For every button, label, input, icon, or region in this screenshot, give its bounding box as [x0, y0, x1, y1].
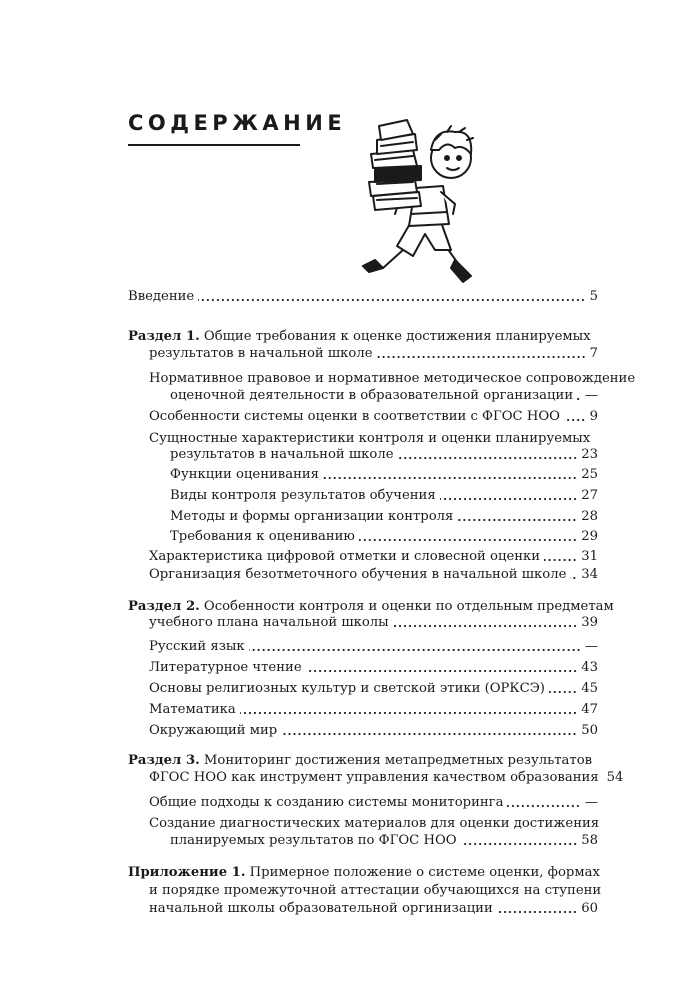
- toc-entry-line: и порядке промежуточной аттестации обучающихся на ступени: [149, 883, 602, 898]
- toc-entry-title: Функции оценивания: [170, 467, 319, 482]
- page-number: 54: [606, 770, 624, 785]
- section-title-line: Особенности контроля и оценки по отдельным предметам: [203, 599, 614, 614]
- toc-entry-monitoring-approaches[interactable]: [149, 794, 598, 811]
- section-label: Раздел 1.: [128, 329, 200, 344]
- page-number: 43: [581, 660, 598, 675]
- page-number: —: [584, 795, 598, 810]
- toc-entry-title: результатов в начальной школе: [170, 447, 394, 462]
- toc-entry-title: Введение: [128, 289, 195, 304]
- title-underline: [128, 144, 300, 146]
- dot-leader: [507, 805, 580, 807]
- page-number: 45: [581, 681, 598, 696]
- appendix-title-line: Примерное положение о системе оценки, формах: [249, 865, 600, 880]
- toc-entry-section-3[interactable]: [149, 769, 624, 786]
- section-title-line: Мониторинг достижения метапредметных результатов: [203, 753, 593, 768]
- toc-entry-title: Основы религиозных культур и светской этики (ОРКСЭ): [149, 681, 545, 696]
- toc-entry-evaluation-requirements[interactable]: [170, 528, 598, 545]
- toc-entry-title: Организация безотметочного обучения в начальной школе: [149, 567, 567, 582]
- toc-entry-line: Нормативное правовое и нормативное методическое сопровождение: [149, 371, 636, 386]
- dot-leader: [549, 691, 577, 693]
- section-title-line: Общие требования к оценке достижения планируемых: [203, 329, 591, 344]
- toc-entry-evaluation-functions[interactable]: [170, 466, 598, 483]
- dot-leader: [281, 733, 577, 735]
- toc-entry-title: Общие подходы к созданию системы мониторинга: [149, 795, 504, 810]
- section-label: Раздел 3.: [128, 753, 200, 768]
- toc-entry-diagnostic-materials[interactable]: [170, 832, 598, 849]
- page-number: 60: [581, 901, 598, 916]
- toc-entry-title: Методы и формы организации контроля: [170, 509, 454, 524]
- dot-leader: [198, 299, 585, 301]
- toc-appendix-1-heading: [128, 864, 600, 881]
- page-number: 29: [581, 529, 598, 544]
- toc-entry-title: ФГОС НОО как инструмент управления качеством образования: [149, 770, 599, 785]
- dot-leader: [457, 519, 577, 521]
- page-number: 25: [581, 467, 598, 482]
- toc-entry-title: Русский язык: [149, 639, 245, 654]
- dot-leader: [249, 649, 581, 651]
- toc-entry-line: Сущностные характеристики контроля и оценки планируемых: [149, 431, 591, 446]
- page-number: —: [584, 388, 598, 403]
- toc-entry-title: учебного плана начальной школы: [149, 615, 389, 630]
- toc-section-2-heading: [128, 598, 614, 615]
- dot-leader: [393, 625, 578, 627]
- toc-entry-title: Особенности системы оценки в соответствии с ФГОС НОО: [149, 409, 560, 424]
- toc-entry-title: оценочной деятельности в образовательной организации: [170, 388, 574, 403]
- dot-leader: [577, 398, 581, 400]
- dot-leader: [461, 843, 578, 845]
- toc-section-1-heading: [128, 328, 591, 345]
- dot-leader: [359, 539, 577, 541]
- toc-entry-title: Характеристика цифровой отметки и словесной оценки: [149, 549, 541, 564]
- dot-leader: [398, 457, 578, 459]
- toc-entry-title: Виды контроля результатов обучения: [170, 488, 436, 503]
- dot-leader: [323, 477, 577, 479]
- toc-entry-control-methods[interactable]: [170, 508, 598, 525]
- toc-entry-world-around[interactable]: [149, 722, 598, 739]
- toc-entry-title: Требования к оцениванию: [170, 529, 355, 544]
- toc-entry-grade-characteristics[interactable]: [149, 548, 598, 565]
- page-number: 28: [581, 509, 598, 524]
- toc-entry-title: результатов в начальной школе: [149, 346, 373, 361]
- dot-leader: [544, 559, 577, 561]
- page-number: 58: [581, 833, 598, 848]
- page-number: 50: [581, 723, 598, 738]
- toc-entry-title: планируемых результатов по ФГОС НОО: [170, 833, 457, 848]
- toc-entry-title: Математика: [149, 702, 236, 717]
- dot-leader: [306, 670, 578, 672]
- toc-entry-title: Литературное чтение: [149, 660, 302, 675]
- page-number: 7: [589, 346, 598, 361]
- toc-entry-title: Окружающий мир: [149, 723, 278, 738]
- dot-leader: [377, 356, 586, 358]
- page-number: 23: [581, 447, 598, 462]
- toc-entry-assessment-features[interactable]: [149, 408, 598, 425]
- page-number: 31: [581, 549, 598, 564]
- toc-entry-normative-support[interactable]: [170, 387, 598, 404]
- toc-entry-literary-reading[interactable]: [149, 659, 598, 676]
- appendix-label: Приложение 1.: [128, 865, 246, 880]
- page-number: 9: [589, 409, 598, 424]
- toc-entry-section-1[interactable]: [149, 345, 598, 362]
- page-number: 5: [589, 289, 598, 304]
- toc-entry-control-types[interactable]: [170, 487, 598, 504]
- page-title: СОДЕРЖАНИЕ: [128, 111, 347, 135]
- page-number: 34: [581, 567, 598, 582]
- toc-entry-intro[interactable]: [128, 288, 598, 305]
- toc-entry-appendix-1[interactable]: [149, 900, 598, 917]
- toc-entry-control-characteristics[interactable]: [170, 446, 598, 463]
- boy-carrying-books-illustration: [355, 110, 495, 295]
- toc-entry-math[interactable]: [149, 701, 598, 718]
- toc-entry-title: начальной школы образовательной оргинизации: [149, 901, 493, 916]
- toc-entry-orkse[interactable]: [149, 680, 598, 697]
- page-number: —: [584, 639, 598, 654]
- page-number: 27: [581, 488, 598, 503]
- dot-leader: [564, 419, 586, 421]
- page-number: 39: [581, 615, 598, 630]
- dot-leader: [240, 712, 577, 714]
- toc-section-3-heading: [128, 752, 592, 769]
- section-label: Раздел 2.: [128, 599, 200, 614]
- toc-entry-section-2[interactable]: [149, 614, 598, 631]
- page-number: 47: [581, 702, 598, 717]
- dot-leader: [440, 498, 578, 500]
- toc-entry-line: Создание диагностических материалов для оценки достижения: [149, 816, 600, 831]
- toc-entry-gradeless-learning[interactable]: [149, 566, 598, 583]
- dot-leader: [570, 577, 577, 579]
- toc-entry-russian[interactable]: [149, 638, 598, 655]
- dot-leader: [497, 911, 577, 913]
